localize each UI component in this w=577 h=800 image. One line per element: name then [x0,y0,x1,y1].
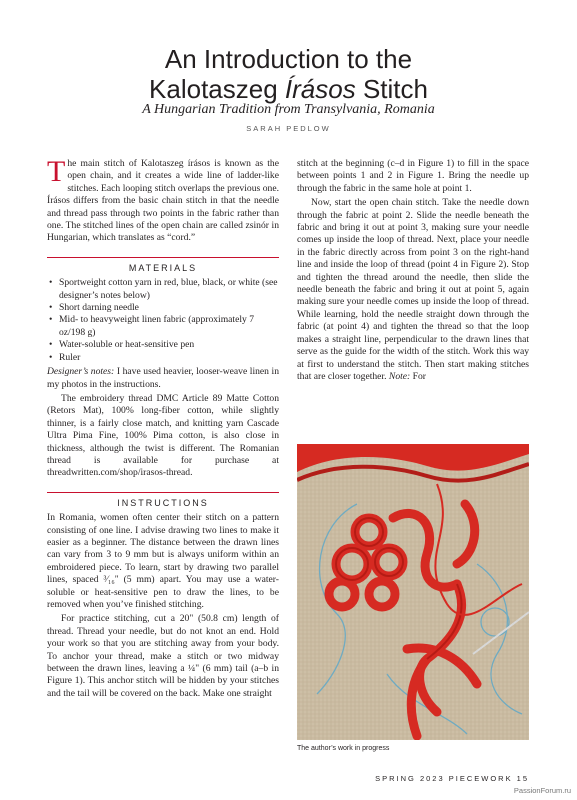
left-column [47,155,280,702]
instructions-paragraph: For practice stitching, cut a 20" (50.8 cm) length of thread. Thread your needle, but do not knot an end. Hold your work so that you are stitching away from your body. To anchor your thread, make a stitch or two midway between the drawn lines, leaving a ¼" (6 mm) tail (a–b in Figure 1). This anchor stitch will be hidden by your stitches and the tail will be covered on the back. Make one straight [47,613,279,699]
photo-caption: The author’s work in progress [297,745,390,752]
list-item: • Ruler [47,352,279,364]
list-item: • Water-soluble or heat-sensitive pen [47,339,279,351]
instructions-heading: INSTRUCTIONS [47,492,279,509]
embroidery-photo [297,444,529,740]
materials-heading: MATERIALS [47,257,279,274]
body-paragraph: stitch at the beginning (c–d in Figure 1) to fill in the space between points 1 and 2 in Figure 1. Bring the needle up through the fabric in the same hole at point 1. [297,158,529,194]
intro-paragraph: The main stitch of Kalotaszeg írásos is known as the open chain, and it creates a wide line of ladder-like stitches. Each looping stitch overlaps the previous one. Írásos differs from the basic chain stitch in that the needle and thread pass through two points in the fabric rather than one. The stitched lines of the open chain are called zsinór in Hungarian, which translates as “cord.” [47,155,279,244]
list-item: • Mid- to heavyweight linen fabric (approximately 7 oz/198 g) [47,314,279,339]
watermark: PassionForum.ru [513,786,571,795]
right-column [297,158,529,385]
list-item: • Sportweight cotton yarn in red, blue, black, or white (see designer’s notes below) [47,277,279,302]
body-paragraph: Now, start the open chain stitch. Take the needle down through the fabric at point 2. Slide the needle beneath the fabric and bring it out at point 3, making sure your needle comes up inside the loop of thread. Next, place your needle in the fabric directly across from point 3 on the right-hand line and inside the loop of thread (point 4 in Figure 2). Stop and tighten the thread around the needle, then slide the needle beneath the fabric and bring it out at point 5, again making sure your needle comes up inside the loop of thread. While learning, hold the needle straight down through the fabric (at point 4) and tighten the thread so that the loop makes a straight line, perpendicular to the drawn lines that serve as the guide for the width of the stitch. Work this way at first to understand the stitch. Then start making stitches that are closer together. Note: For [297,197,529,382]
list-item: • Short darning needle [47,302,279,314]
instructions-paragraph: In Romania, women often center their stitch on a pattern consisting of one line. I advise drawing two lines to make it easier as a beginner. The distance between the drawn lines can vary from 3 to 9 mm but is always uniform within an embroidered piece. To learn, start by drawing two parallel lines, spaced ³⁄₁₆" (5 mm) apart. You may use a water-soluble or heat-sensitive pen to draw the lines, to be removed when you’ve finished stitching. [47,512,279,610]
article-subtitle: A Hungarian Tradition from Transylvania, Romania [142,102,435,117]
page-folio: SPRING 2023 PIECEWORK 15 [375,774,529,783]
thread-note: The embroidery thread DMC Article 89 Matte Cotton (Retors Mat), 100% long-fiber cotton, while slightly thinner, is a fairly close match, and knitting yarn Cascade Ultra Pima Fine, 100% Pima cotton, is also close in thickness, although the twist is different. The Romanian thread is available for purchase at threadwritten.com/shop/irasos-thread. [47,392,279,479]
article-title [0,44,577,104]
drop-cap: T [47,155,66,188]
title-line-2: Kalotaszeg Írásos Stitch [149,74,428,104]
title-line-1: An Introduction to the [164,44,413,74]
materials-list [47,277,279,364]
embroidery-illustration [297,444,529,740]
designer-notes: Designer’s notes: I have used heavier, looser-weave linen in my photos in the instructions. [47,366,280,390]
byline: SARAH PEDLOW [246,124,331,133]
